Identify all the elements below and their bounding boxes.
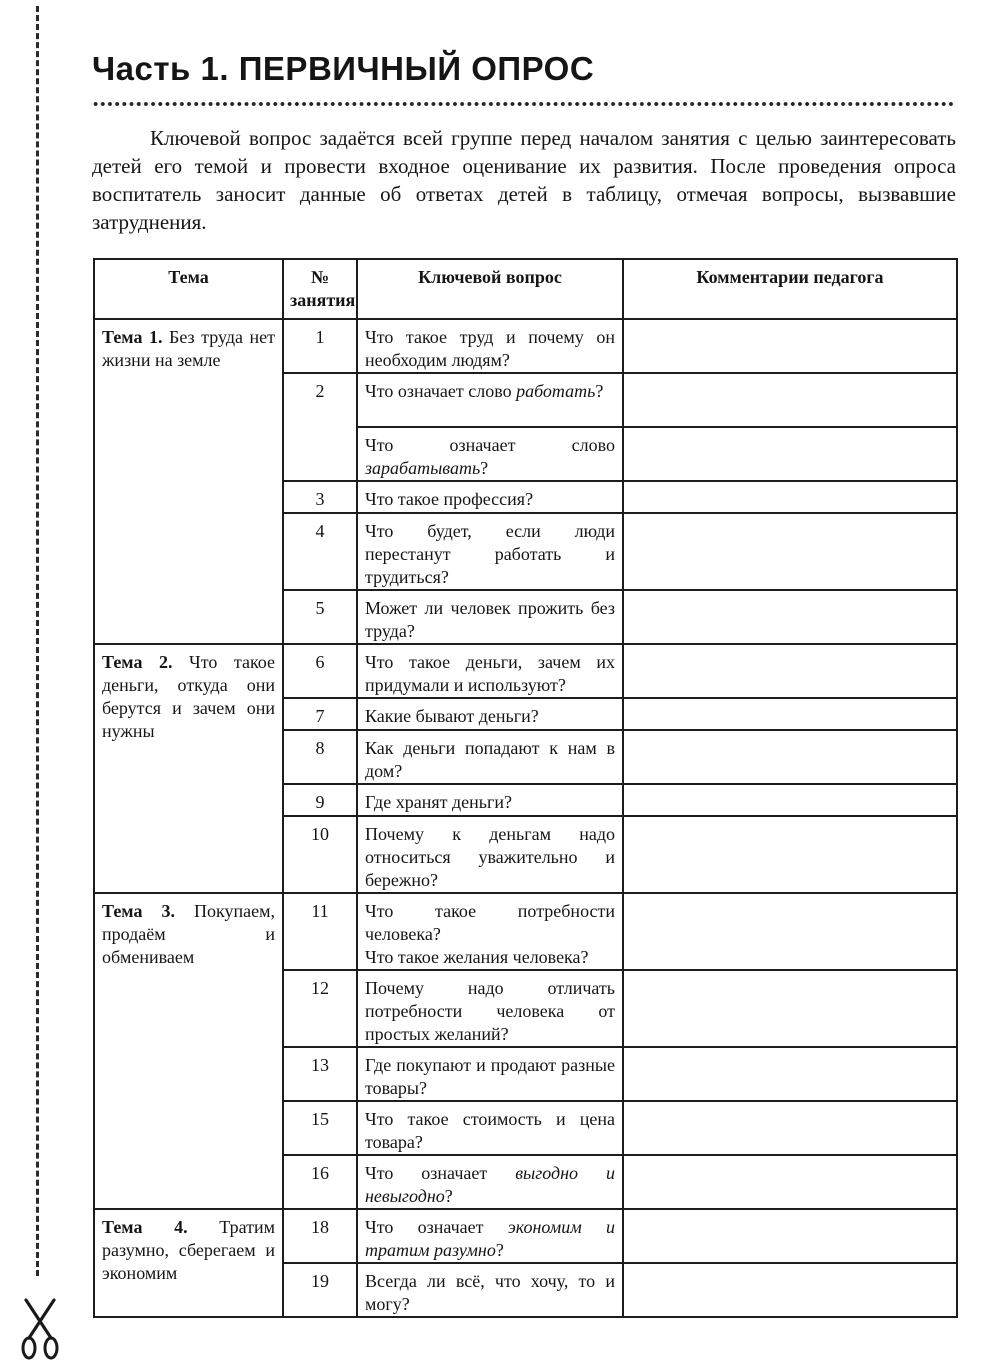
topic-cell — [94, 1209, 283, 1317]
comment-cell[interactable] — [623, 698, 957, 730]
comment-cell[interactable] — [623, 730, 957, 784]
topic-label: Тема 1. — [102, 327, 163, 347]
table-row — [94, 319, 957, 373]
comment-cell[interactable] — [623, 513, 957, 590]
question-emphasis: выгодно и невыгодно — [365, 1163, 615, 1206]
question-emphasis: зарабатывать — [365, 458, 481, 478]
comment-cell[interactable] — [623, 373, 957, 427]
lesson-number: 13 — [283, 1047, 357, 1101]
key-question: Почему надо отличать потребности человека от простых желаний? — [357, 970, 623, 1047]
lesson-number: 1 — [283, 319, 357, 373]
key-question — [357, 893, 623, 970]
key-question: Как деньги попадают к нам в дом? — [357, 730, 623, 784]
lesson-number: 18 — [283, 1209, 357, 1263]
question-text: Что такое желания человека? — [365, 947, 589, 967]
lesson-number: 9 — [283, 784, 357, 816]
comment-cell[interactable] — [623, 1209, 957, 1263]
header-question: Ключевой вопрос — [357, 259, 623, 319]
key-question — [357, 1155, 623, 1209]
question-text: Что означает слово — [365, 435, 615, 455]
comment-cell[interactable] — [623, 427, 957, 481]
lesson-number: 7 — [283, 698, 357, 730]
header-number: № занятия — [283, 259, 357, 319]
question-text: Что означает — [365, 1217, 508, 1237]
question-text: ? — [495, 1240, 504, 1260]
scissors-icon — [20, 1298, 60, 1362]
key-question: Что такое труд и почему он необходим людям? — [357, 319, 623, 373]
comment-cell[interactable] — [623, 1263, 957, 1317]
key-question: Где покупают и продают разные товары? — [357, 1047, 623, 1101]
key-question: Почему к деньгам надо относиться уважительно и бережно? — [357, 816, 623, 893]
dotted-divider — [92, 101, 956, 107]
topic-name: Тратим разумно, сберегаем и экономим — [102, 1217, 275, 1283]
key-question — [357, 373, 623, 427]
comment-cell[interactable] — [623, 1047, 957, 1101]
lesson-number: 8 — [283, 730, 357, 784]
lesson-number: 11 — [283, 893, 357, 970]
lesson-number: 10 — [283, 816, 357, 893]
key-question: Что такое профессия? — [357, 481, 623, 513]
table-row — [94, 1209, 957, 1263]
topic-cell — [94, 893, 283, 1209]
key-question: Всегда ли всё, что хочу, то и могу? — [357, 1263, 623, 1317]
lesson-number: 3 — [283, 481, 357, 513]
comment-cell[interactable] — [623, 1155, 957, 1209]
header-topic: Тема — [94, 259, 283, 319]
question-emphasis: работать — [516, 381, 596, 401]
lesson-number: 4 — [283, 513, 357, 590]
topic-cell — [94, 644, 283, 893]
comment-cell[interactable] — [623, 893, 957, 970]
lesson-number: 6 — [283, 644, 357, 698]
comment-cell[interactable] — [623, 970, 957, 1047]
comment-cell[interactable] — [623, 644, 957, 698]
comment-cell[interactable] — [623, 784, 957, 816]
key-question: Что будет, если люди перестанут работать и трудиться? — [357, 513, 623, 590]
question-text: ? — [444, 1186, 453, 1206]
lesson-number: 2 — [283, 373, 357, 481]
table-row — [94, 644, 957, 698]
key-question: Что такое стоимость и цена товара? — [357, 1101, 623, 1155]
lesson-number: 19 — [283, 1263, 357, 1317]
lesson-number: 12 — [283, 970, 357, 1047]
key-question — [357, 1209, 623, 1263]
comment-cell[interactable] — [623, 319, 957, 373]
page-title: Часть 1. ПЕРВИЧНЫЙ ОПРОС — [92, 50, 595, 87]
header-row — [94, 259, 957, 319]
question-text: ? — [595, 381, 604, 401]
question-text: Что означает слово — [365, 381, 517, 401]
key-question: Может ли человек прожить без труда? — [357, 590, 623, 644]
key-question: Что такое деньги, зачем их придумали и используют? — [357, 644, 623, 698]
cut-line — [36, 6, 39, 1276]
topic-name: Что такое деньги, откуда они берутся и зачем они нужны — [102, 652, 275, 741]
key-question: Где хранят деньги? — [357, 784, 623, 816]
question-text: Что означает — [365, 1163, 516, 1183]
comment-cell[interactable] — [623, 590, 957, 644]
comment-cell[interactable] — [623, 1101, 957, 1155]
lesson-number: 15 — [283, 1101, 357, 1155]
comment-cell[interactable] — [623, 816, 957, 893]
question-text: Что такое потребности человека? — [365, 901, 615, 944]
topic-name: Покупаем, продаём и обмениваем — [102, 901, 276, 967]
lesson-number: 16 — [283, 1155, 357, 1209]
lesson-number: 5 — [283, 590, 357, 644]
comment-cell[interactable] — [623, 481, 957, 513]
survey-table — [93, 258, 958, 1318]
key-question: Какие бывают деньги? — [357, 698, 623, 730]
header-comments: Комментарии педагога — [623, 259, 957, 319]
topic-label: Тема 2. — [102, 652, 173, 672]
intro-paragraph: Ключевой вопрос задаётся всей группе перед началом занятия с целью заинтересовать детей его темой и провести входное оценивание их развития. После проведения опроса воспитатель заносит данные об ответах детей в таблицу, отмечая вопросы, вызвавшие затруднения. — [92, 126, 956, 234]
table-row — [94, 893, 957, 970]
topic-name: Без труда нет жизни на земле — [102, 327, 276, 370]
topic-cell — [94, 319, 283, 644]
question-emphasis: экономим и тратим разумно — [365, 1217, 615, 1260]
question-text: ? — [480, 458, 489, 478]
key-question — [357, 427, 623, 481]
topic-label: Тема 4. — [102, 1217, 188, 1237]
topic-label: Тема 3. — [102, 901, 175, 921]
